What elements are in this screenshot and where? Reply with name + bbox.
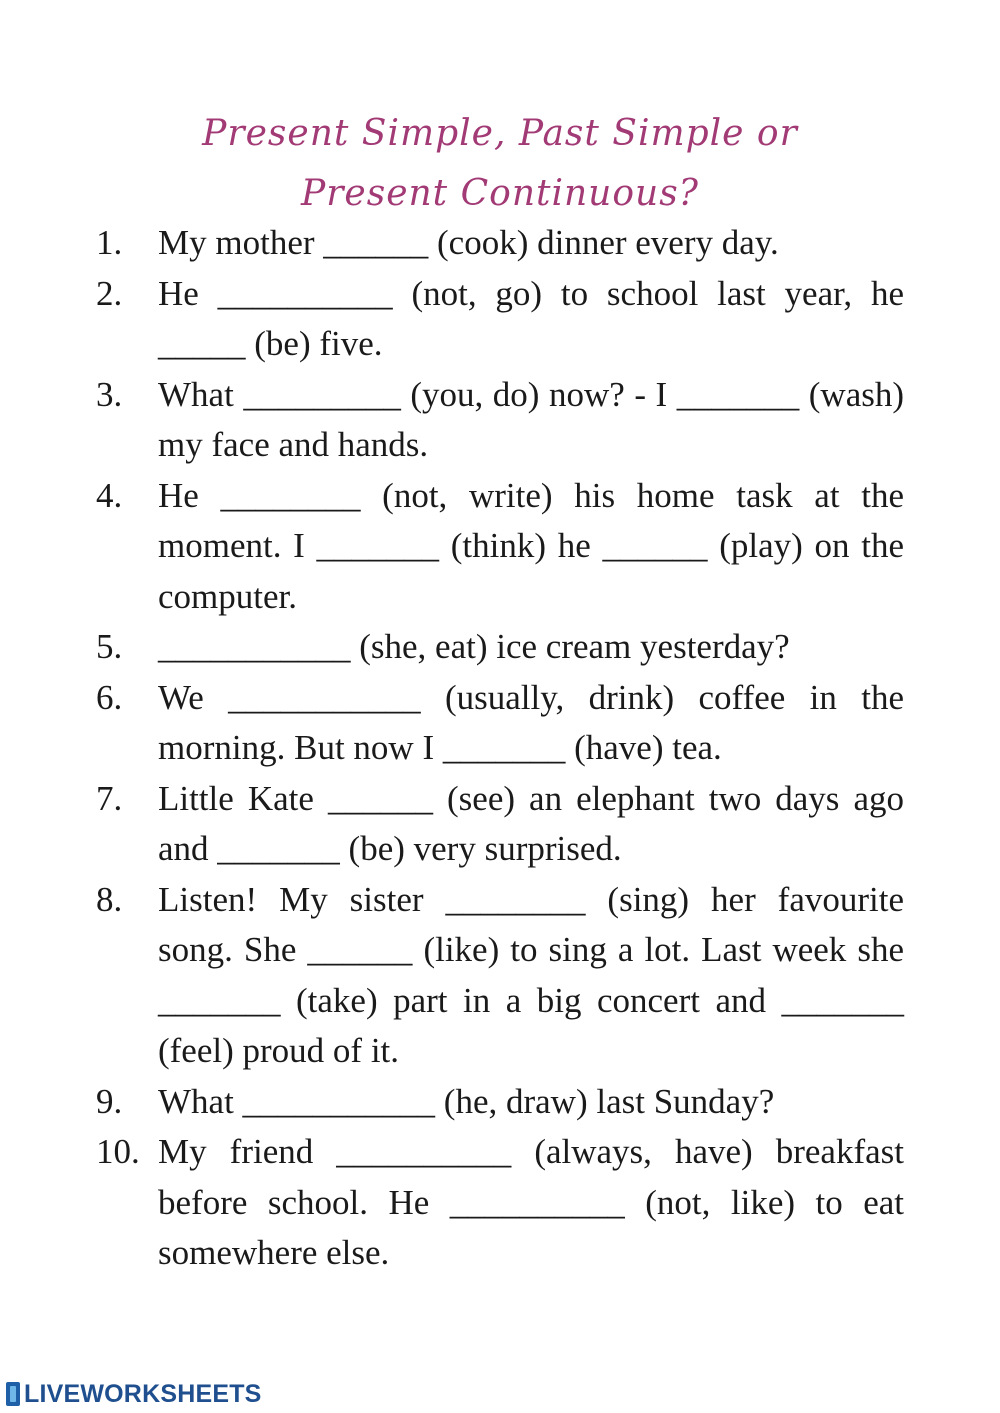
- exercise-item-8: [96, 875, 904, 1077]
- item-number: 5.: [96, 627, 123, 666]
- item-text: What ___________ (he, draw) last Sunday?: [158, 1081, 775, 1121]
- item-number: 9.: [96, 1081, 123, 1121]
- item-number: 1.: [96, 223, 123, 262]
- item-number: 7.: [96, 778, 123, 818]
- exercise-list: [96, 218, 904, 1279]
- brand-name: LIVEWORKSHEETS: [24, 1379, 262, 1408]
- exercise-item-10: [96, 1127, 904, 1279]
- exercise-item-3: [96, 370, 904, 471]
- exercise-item-5: [96, 622, 904, 673]
- liveworksheets-logo-icon: [6, 1382, 20, 1406]
- title-line-1: Present Simple, Past Simple or: [202, 113, 798, 154]
- item-text: We ___________ (usually, drink) coffee in the morning. But now I _______ (have) tea.: [158, 677, 904, 767]
- exercise-item-2: [96, 269, 904, 370]
- item-number: 3.: [96, 374, 123, 414]
- title-line-2: Present Continuous?: [300, 173, 699, 214]
- item-text: Listen! My sister ________ (sing) her favourite song. She ______ (like) to sing a lot. Last week she _______ (take) part in a big concert and _______ (feel) proud of it.: [158, 879, 904, 1070]
- item-number: 10.: [96, 1132, 140, 1171]
- item-number: 6.: [96, 677, 123, 717]
- exercise-item-7: [96, 774, 904, 875]
- item-number: 2.: [96, 273, 123, 313]
- item-text: He ________ (not, write) his home task at the moment. I _______ (think) he ______ (play) on the computer.: [158, 475, 904, 616]
- liveworksheets-watermark[interactable]: [6, 1380, 262, 1408]
- exercise-item-9: [96, 1077, 904, 1128]
- item-text: Little Kate ______ (see) an elephant two days ago and _______ (be) very surprised.: [158, 778, 904, 868]
- item-text: ___________ (she, eat) ice cream yesterday?: [158, 627, 790, 666]
- item-number: 8.: [96, 879, 123, 919]
- worksheet-title: [0, 104, 1000, 224]
- item-text: What _________ (you, do) now? - I _______ (wash) my face and hands.: [158, 374, 904, 464]
- item-text: My friend __________ (always, have) breakfast before school. He __________ (not, like) to eat somewhere else.: [158, 1132, 904, 1272]
- exercise-item-6: [96, 673, 904, 774]
- item-text: My mother ______ (cook) dinner every day.: [158, 223, 779, 262]
- exercise-item-1: [96, 218, 904, 269]
- item-text: He __________ (not, go) to school last year, he _____ (be) five.: [158, 273, 904, 363]
- item-number: 4.: [96, 475, 123, 515]
- exercise-item-4: [96, 471, 904, 623]
